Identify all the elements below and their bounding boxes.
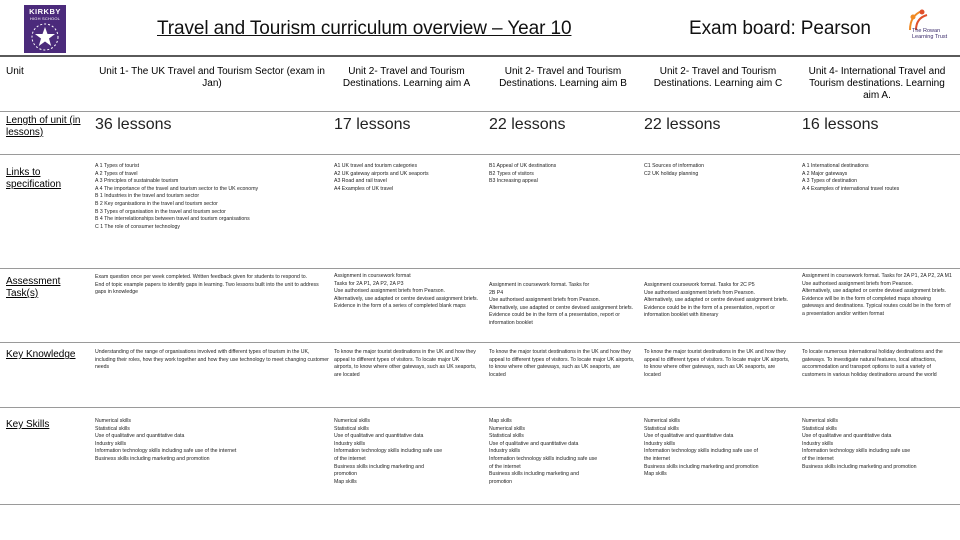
knowledge-text: To locate numerous international holiday destinations and the gateways. To investigate natural features, local attractions, accommodation and transport options to suit a variety of customers in various holiday destinations around the world [802,349,943,378]
knowledge-text: To know the major tourist destinations in the UK and how they appeal to different types of visitors. To locate major UK airports, to know where other gateways, such as UK seaports, are located [644,349,790,378]
skills-list: Numerical skills Statistical skills Use of qualitative and quantitative data Industry skills Information technology skills including safe use of the internet Business skills including marketing and promotion Map skills [644,418,759,478]
knowledge-text: To know the major tourist destinations in the UK and how they appeal to different types of visitors. To locate major UK airports, to know where other gateways, such as UK seaports, are located [334,349,477,378]
assessment-text: Assignment in coursework format Tasks for 2A P1, 2A P2, 2A P3 Use authorised assignment briefs from Pearson. Alternatively, use adapted or centre devised assignment briefs. Evidence in the form of a series of completed blank maps [334,273,479,310]
school-logo-subtext: HIGH SCHOOL [29,16,61,21]
lessons-count: 22 lessons [489,116,566,133]
spec-list: A1 UK travel and tourism categories A2 UK gateway airports and UK seaports A3 Road and rail travel A4 Examples of UK travel [334,163,429,192]
column-header-unit: Unit [6,66,24,77]
table-row-skills [0,408,960,505]
skills-list: Numerical skills Statistical skills Use of qualitative and quantitative data Industry skills Information technology skills including safe use of the internet Business skills including marketing and promotion Map skills [334,418,443,485]
spec-list: A 1 Types of tourist A 2 Types of travel A 3 Principles of sustainable tourism A 4 The importance of the travel and tourism sector to the UK economy B 1 Industries in the travel and tourism sector B 2 Key organisations in the travel and tourism sector B 3 Types of organisation in the travel and tourism sector B 4 The interrelationships between travel and tourism organisations C 1 The role of consumer technology [95,163,259,230]
column-header-unit-1: Unit 1- The UK Travel and Tourism Sector (exam in Jan) [99,66,325,89]
knowledge-text: To know the major tourist destinations in the UK and how they appeal to different types of visitors. To locate major UK airports, to know where other gateways, such as UK seaports, are located [489,349,635,378]
row-label-knowledge: Key Knowledge [6,349,76,360]
table-header-row [0,55,960,112]
column-header-unit-2c: Unit 2- Travel and Tourism Destinations. Learning aim C [653,66,783,89]
assessment-text: Assignment coursework format. Tasks for 2C P5 Use authorised assignment briefs from Pearson. Alternatively, use adapted or centre devised assignment briefs. Evidence could be in the form of a presentation, report or information booklet with itinerary [644,282,789,319]
row-label-skills: Key Skills [6,419,50,430]
skills-list: Numerical skills Statistical skills Use of qualitative and quantitative data Industry skills Information technology skills including safe use of the internet Business skills including marketing and promotion [95,418,237,462]
lessons-count: 22 lessons [644,116,721,133]
column-header-unit-2a: Unit 2- Travel and Tourism Destinations. Learning aim A [342,66,471,89]
spec-list: A 1 International destinations A 2 Major gateways A 3 Types of destination A 4 Examples of international travel routes [802,163,900,192]
trust-logo-text: The Rowan Learning Trust [912,28,948,40]
table-row-assessment [0,269,960,343]
skills-list: Map skills Numerical skills Statistical skills Use of qualitative and quantitative data Industry skills Information technology skills including safe use of the internet Business skills including marketing and promotion [489,418,598,485]
table-row-length [0,110,960,155]
spec-list: B1 Appeal of UK destinations B2 Types of visitors B3 Increasing appeal [489,163,557,185]
row-label-assessment: Assessment Task(s) [6,276,61,299]
knowledge-text: Understanding of the range of organisations involved with different types of tourism in the UK, including their roles, how they work together and how they use technology to meet changing customer needs [95,349,329,371]
school-logo-text: KIRKBY [29,7,61,16]
school-logo [24,5,66,53]
column-header-unit-4: Unit 4- International Travel and Tourism destinations. Learning aim A. [808,66,946,101]
page-title: Travel and Tourism curriculum overview – Year 10 [157,18,572,39]
lessons-count: 17 lessons [334,116,411,133]
column-header-unit-2b: Unit 2- Travel and Tourism Destinations. Learning aim B [499,66,627,89]
assessment-text: Assignment in coursework format. Tasks for 2B P4 Use authorised assignment briefs from Pearson. Alternatively, use adapted or centre devised assignment briefs. Evidence could be in the form of a presentation, report or information booklet [489,282,634,326]
trust-logo [896,8,960,48]
assessment-text: Exam question once per week completed. Written feedback given for students to respond to. End of topic example papers to identify gaps in learning. Two lessons built into the unit to address gaps in knowledge [95,274,319,296]
assessment-text: Assignment in coursework format. Tasks for 2A P1, 2A P2, 2A M1 Use authorised assignment briefs from Pearson. Alternatively, use adapted or centre devised assignment briefs. Evidence will be in the form of completed maps showing gateways and destinations. Typical routes could be in the form of a presentation and/or written format [802,273,952,317]
lessons-count: 16 lessons [802,116,879,133]
lessons-count: 36 lessons [95,116,172,133]
row-label-length: Length of unit (in lessons) [6,115,81,138]
skills-list: Numerical skills Statistical skills Use of qualitative and quantitative data Industry skills Information technology skills including safe use of the internet Business skills including marketing and promotion [802,418,917,470]
row-label-links: Links to specification [6,167,62,190]
spec-list: C1 Sources of information C2 UK holiday planning [644,163,704,177]
table-row-knowledge [0,343,960,408]
exam-board: Exam board: Pearson [689,18,871,39]
table-row-links [0,155,960,269]
star-icon [30,22,60,52]
